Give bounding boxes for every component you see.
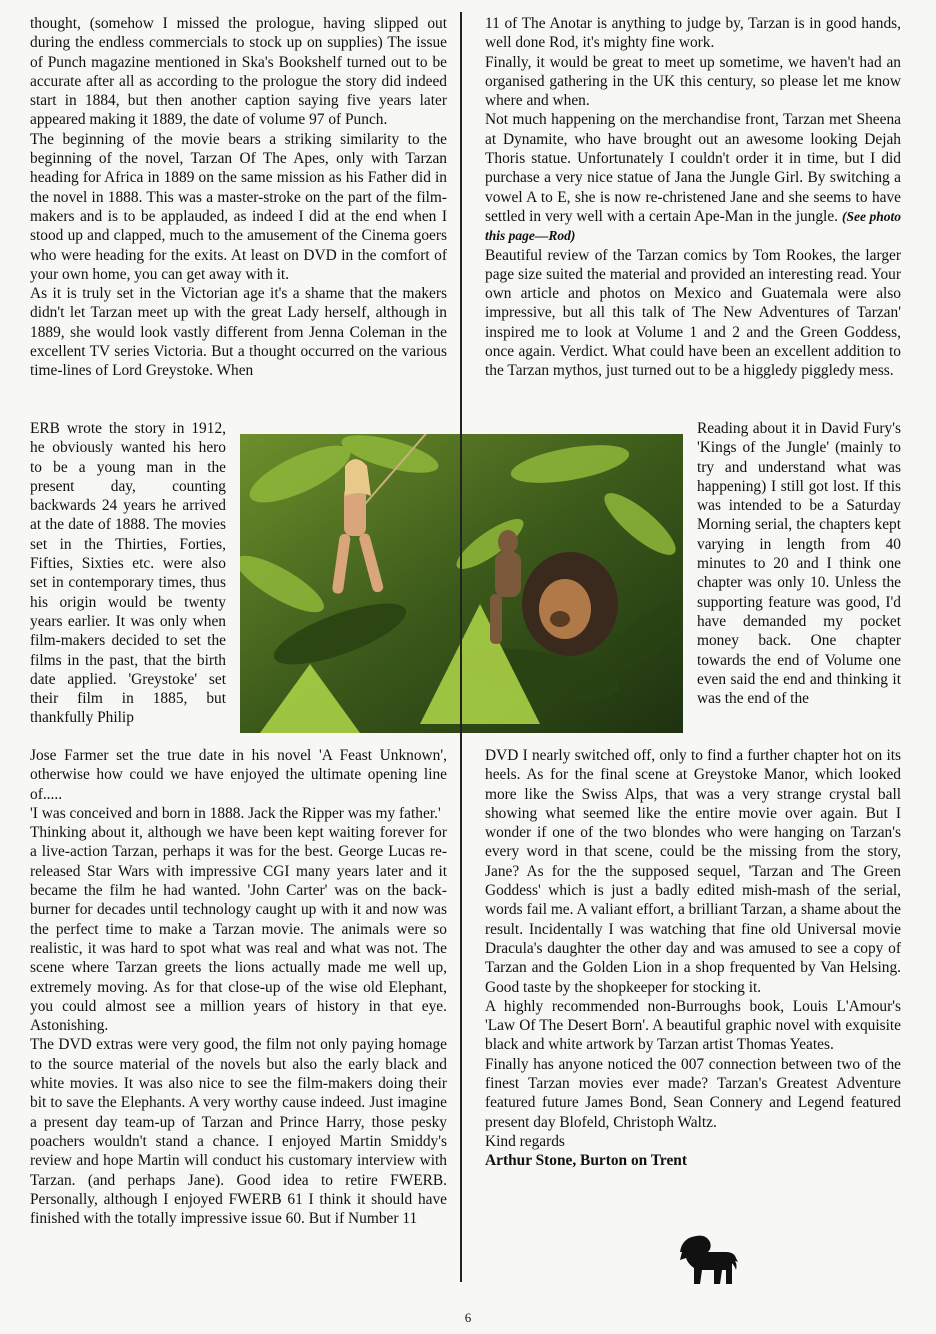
paragraph: DVD I nearly switched off, only to find a further chapter hot on its heels. As for the final scene at Greystoke Manor, which looked more like the Swiss Alps, that was a very strange crystal ball showing what seemed like the entire movie over again. But I wonder if one of the two blondes who were hanging on Tarzan's every word in that scene, could be the missing from the story, Jane? As for the the supposed sequel, 'Tarzan and The Green Goddess' which is just a badly edited mish-mash of the serial, words fail me. A valiant effort, a brilliant Tarzan, a shame about the result. Incidentally I was watching that fine old Universal movie Dracula's daughter the other day and was amused to see a copy of Tarzan and the Golden Lion in a shop frequented by Van Helsing. Good taste by the shopkeeper for stocking it. bbox=[485, 747, 901, 996]
column-divider bbox=[460, 12, 462, 1282]
paragraph: A highly recommended non-Burroughs book, Louis L'Amour's 'Law Of The Desert Born'. A beautiful graphic novel with exquisite black and white artwork by Tarzan artist Thomas Yeates. bbox=[485, 997, 901, 1054]
closing: Kind regards bbox=[485, 1132, 565, 1150]
paragraph: As it is truly set in the Victorian age it's a shame that the makers didn't let Tarzan meet up with the great Lady herself, although in 1889, she would look vastly different from Jenna Coleman in the excellent TV series Victoria. But a thought occurred on the various time-lines of Lord Greystoke. When bbox=[30, 285, 447, 380]
right-column-bottom bbox=[485, 746, 901, 1171]
left-column-bottom bbox=[30, 746, 447, 1228]
left-column-top bbox=[30, 14, 447, 381]
paragraph: Finally, it would be great to meet up sometime, we haven't had an organised gathering in the UK this century, so please let me know where and when. bbox=[485, 53, 901, 110]
paragraph: The beginning of the movie bears a striking similarity to the beginning of the novel, Tarzan Of The Apes, only with Tarzan heading for Africa in 1889 on the same mission as his Father did in the novel in 1888. This was a master-stroke on the part of the film-makers and is to be applauded, as indeed I did at the end when I stood up and clapped, much to the amusement of the Cinema goers who were heading for the exits. At least on DVD in the comfort of your own home, you can get away with it. bbox=[30, 130, 447, 283]
editor-note: (See photo this page—Rod) bbox=[485, 208, 901, 244]
paragraph: Beautiful review of the Tarzan comics by Tom Rookes, the larger page size suited the material and provided an interesting read. Your own article and photos on Mexico and Guatemala were also impressive, but all this talk of The New Adventures of Tarzan' inspired me to look at Volume 1 and 2 and the Green Goddess, once again. Verdict. What could have been an excellent addition to the Tarzan mythos, just turned out to be a higgledy piggledy mess. bbox=[485, 246, 901, 380]
paragraph: Thinking about it, although we have been kept waiting forever for a live-action Tarzan, perhaps it was for the best. George Lucas re-released Star Wars with impressive CGI many years later and it became the film he had wanted. 'John Carter' was on the back-burner for decades until technology caught up with it and now was the perfect time to make a Tarzan movie. The animals were so realistic, it was hard to spot what was real and what was not. The scene where Tarzan greets the lions actually made me well up, extremely moving. As for that close-up of the wise old Elephant, you could almost see a million years of history in that eye. Astonishing. bbox=[30, 824, 447, 1035]
left-column-wrap bbox=[30, 419, 226, 728]
paragraph: ERB wrote the story in 1912, he obviously wanted his hero to be a young man in the present day, counting backwards 24 years he arrived at the date of 1888. The movies set in the Thirties, Forties, Fifties, Sixties etc. were also set in contemporary times, thus his origin would be twenty years earlier. It was only when film-makers decided to set the films in the past, that the birth date applied. 'Greystoke' set their film in 1885, but thankfully Philip bbox=[30, 420, 226, 727]
page-number: 6 bbox=[464, 1310, 472, 1325]
paragraph-text: Not much happening on the merchandise front, Tarzan met Sheena at Dynamite, who have brought out an awesome looking Dejah Thoris statue. Unfortunately I couldn't order it in time, but I did purchase a very nice statue of Jana the Jungle Girl. By switching a vowel A to E, she is now re-christened Jane and she seems to have settled in very well with a certain Ape-Man in the jungle. bbox=[485, 111, 901, 225]
paragraph: Reading about it in David Fury's 'Kings of the Jungle' (mainly to try and understand what was happening) I still got lost. If this was intended to be a Saturday Morning serial, the chapters kept varying in length from 40 minutes to 20 and I think one chapter was only 10. Unless the supporting feature was good, I'd have demanded my pocket money back. One chapter towards the end of Volume one even said the end and thinking it was the end of the bbox=[697, 420, 901, 708]
paragraph: Jose Farmer set the true date in his novel 'A Feast Unknown', otherwise how could we have enjoyed the ultimate opening line of..... bbox=[30, 747, 447, 803]
paragraph: Finally has anyone noticed the 007 connection between two of the finest Tarzan movies ever made? Tarzan's Greatest Adventure featured future James Bond, Sean Connery and Legend featured present day Blofeld, Christoph Waltz. bbox=[485, 1055, 901, 1131]
signature: Arthur Stone, Burton on Trent bbox=[485, 1152, 687, 1170]
right-column-wrap bbox=[697, 419, 901, 708]
paragraph: The DVD extras were very good, the film not only paying homage to the source material of the novels but also the early black and white movies. It was also nice to see the film-makers doing their bit to save the Elephants. A very worthy cause indeed. Just imagine a present day team-up of Tarzan and Prince Harry, those pesky poachers wouldn't stand a chance. I enjoyed Martin Smiddy's review and hope Martin will conduct his customary interview with Tarzan. (and perhaps Jane). Good idea to retire FWERB. Personally, although I enjoyed FWERB 61 I think it should have finished with the totally impressive issue 60. But if Number 11 bbox=[30, 1036, 447, 1228]
paragraph: 11 of The Anotar is anything to judge by, Tarzan is in good hands, well done Rod, it's mighty fine work. bbox=[485, 15, 901, 52]
paragraph bbox=[485, 110, 901, 245]
right-column-top bbox=[485, 14, 901, 381]
lion-silhouette-icon bbox=[672, 1232, 738, 1286]
paragraph: thought, (somehow I missed the prologue, having slipped out during the endless commercials to stock up on supplies) The issue of Punch magazine mentioned in Ska's Bookshelf turned out to be accurate after all as according to the prologue the story did indeed start in 1884, but then another caption saying five years later appeared making it 1889, the date of volume 97 of Punch. bbox=[30, 15, 447, 129]
paragraph: 'I was conceived and born in 1888. Jack the Ripper was my father.' bbox=[30, 804, 441, 822]
